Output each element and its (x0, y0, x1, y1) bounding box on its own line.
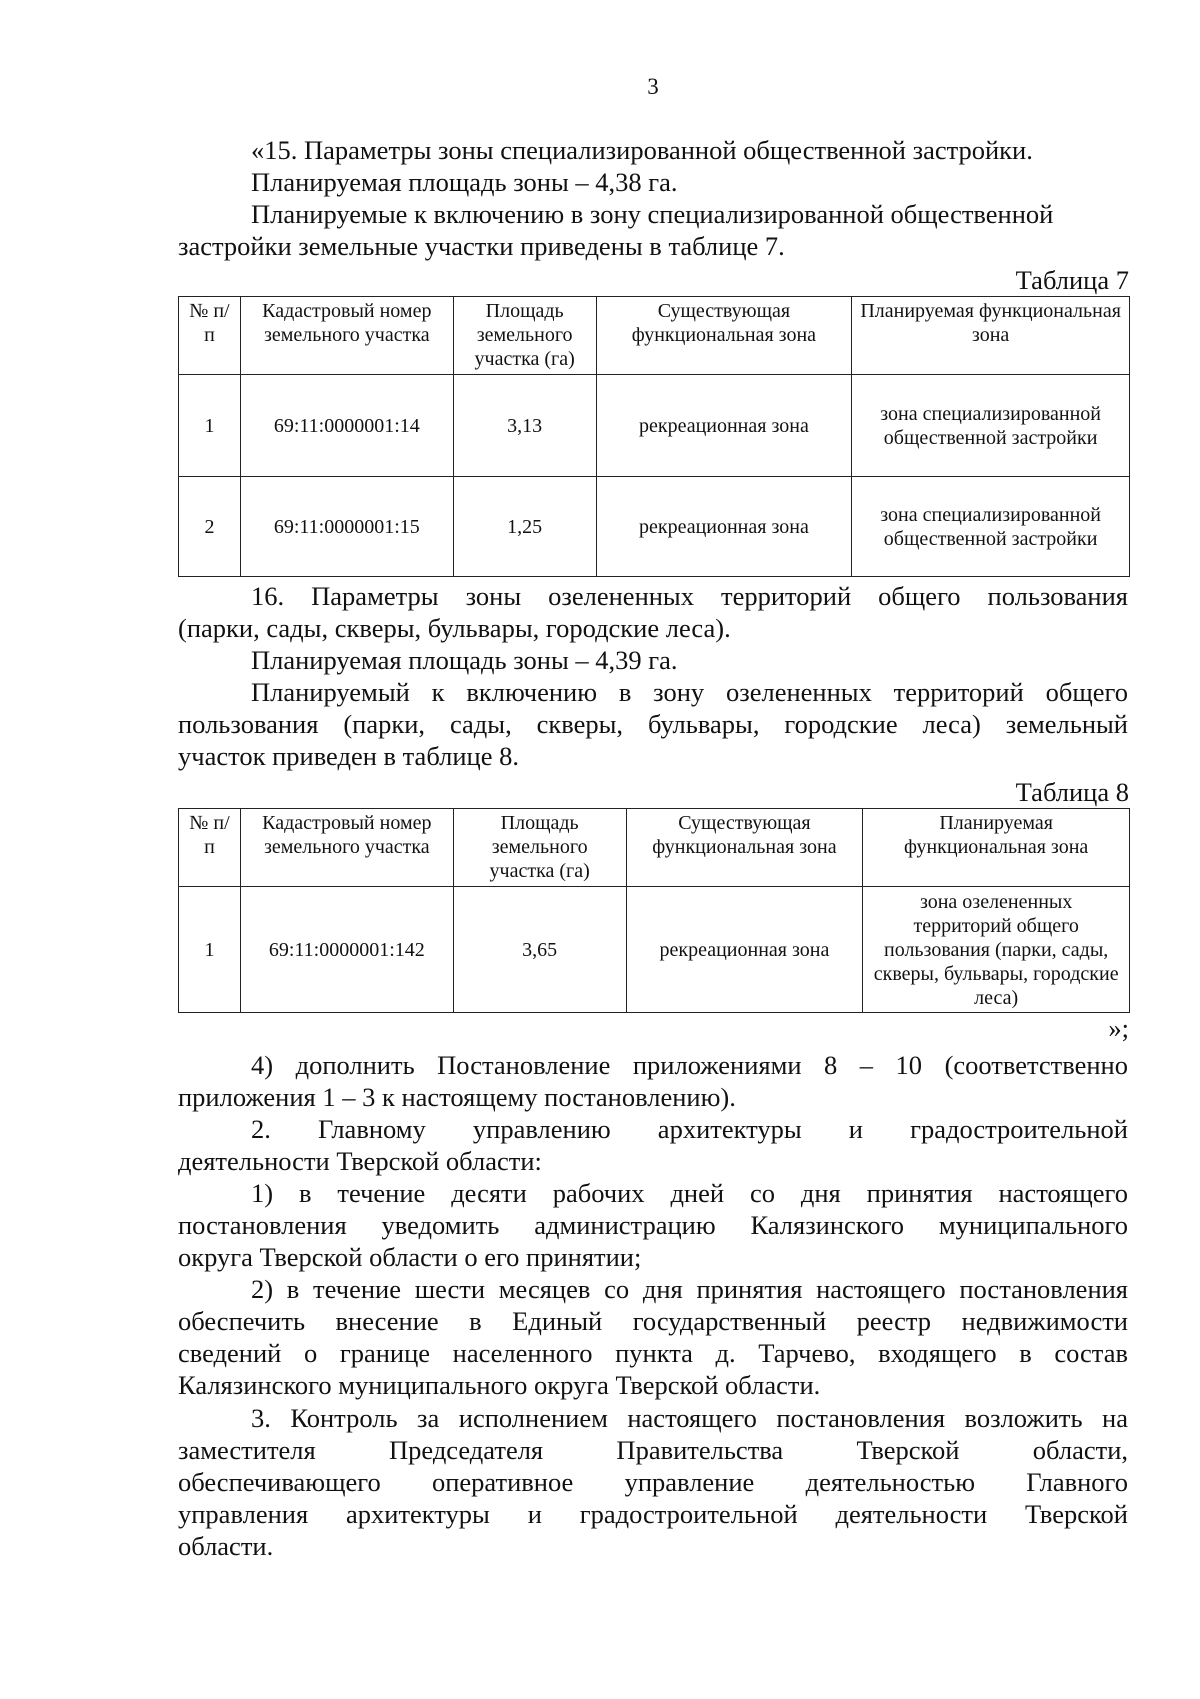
section-16-intro-1: Планируемый к включению в зону озелененных территорий общего (251, 677, 1128, 707)
section-15-intro-2: застройки земельные участки приведены в таблице 7. (178, 231, 785, 261)
item-4-text (178, 1049, 1128, 1113)
section-16-intro-2: пользования (парки, сады, скверы, бульвары, городские леса) земельный (178, 709, 1128, 739)
item-2-line-2: деятельности Тверской области: (178, 1146, 542, 1176)
item-2-sub1-line-3: округа Тверской области о его принятии; (178, 1242, 642, 1272)
item-3-line-4: управления архитектуры и градостроительной деятельности Тверской (178, 1499, 1128, 1529)
header-cadastral: Кадастровый номер земельного участка (240, 297, 453, 375)
item-2-line-1: 2. Главному управлению архитектуры и градостроительной (251, 1114, 1128, 1144)
cell-number: 1 (179, 887, 241, 1013)
cell-existing-zone: рекреационная зона (596, 375, 852, 477)
item-2-text (178, 1113, 1128, 1401)
header-existing-zone: Существующая функциональная зона (626, 809, 863, 887)
section-15-intro-1: Планируемые к включению в зону специализированной общественной (251, 199, 1054, 229)
item-2-sub1-line-2: постановления уведомить администрацию Калязинского муниципального (178, 1210, 1128, 1240)
item-4-line-2: приложения 1 – 3 к настоящему постановлению). (178, 1082, 736, 1112)
item-3-line-1: 3. Контроль за исполнением настоящего постановления возложить на (251, 1403, 1128, 1433)
table-8-caption: Таблица 8 (1015, 777, 1129, 807)
closing-quote: »; (1108, 1013, 1129, 1043)
cell-cadastral: 69:11:0000001:142 (240, 887, 453, 1013)
section-16-title-1: 16. Параметры зоны озелененных территорий общего пользования (251, 581, 1128, 611)
item-2-sub2-line-4: Калязинского муниципального округа Тверской области. (178, 1370, 821, 1400)
cell-existing-zone: рекреационная зона (596, 477, 852, 577)
cell-number: 2 (179, 477, 241, 577)
item-3-line-3: обеспечивающего оперативное управление деятельностью Главного (178, 1467, 1128, 1497)
cell-cadastral: 69:11:0000001:15 (240, 477, 453, 577)
table-8 (178, 808, 1130, 1013)
section-15-area: Планируемая площадь зоны – 4,38 га. (251, 167, 678, 197)
cell-planned-zone: зона специализированной общественной застройки (852, 477, 1130, 577)
table-7 (178, 296, 1130, 577)
table-header-row (179, 809, 1130, 887)
section-16-title-2: (парки, сады, скверы, бульвары, городские леса). (178, 613, 731, 643)
cell-area: 1,25 (453, 477, 596, 577)
header-number: № п/п (179, 809, 241, 887)
item-3-line-2: заместителя Председателя Правительства Тверской области, (178, 1435, 1128, 1465)
header-cadastral: Кадастровый номер земельного участка (240, 809, 453, 887)
section-16-text (178, 580, 1128, 772)
header-area: Площадь земельного участка (га) (453, 297, 596, 375)
item-2-sub2-line-2: обеспечить внесение в Единый государственный реестр недвижимости (178, 1306, 1128, 1336)
cell-area: 3,13 (453, 375, 596, 477)
cell-area: 3,65 (453, 887, 626, 1013)
header-existing-zone: Существующая функциональная зона (596, 297, 852, 375)
cell-cadastral: 69:11:0000001:14 (240, 375, 453, 477)
header-planned-zone: Планируемая функциональная зона (852, 297, 1130, 375)
header-planned-zone: Планируемая функциональная зона (863, 809, 1130, 887)
item-4-line-1: 4) дополнить Постановление приложениями 8 – 10 (соответственно (251, 1050, 1128, 1080)
section-15-text (178, 134, 1128, 262)
item-2-sub2-line-3: сведений о границе населенного пункта д. Тарчево, входящего в состав (178, 1338, 1128, 1368)
item-2-sub1-line-1: 1) в течение десяти рабочих дней со дня принятия настоящего (251, 1178, 1128, 1208)
table-row (179, 477, 1130, 577)
cell-existing-zone: рекреационная зона (626, 887, 863, 1013)
cell-planned-zone: зона специализированной общественной застройки (852, 375, 1130, 477)
section-16-intro-3: участок приведен в таблице 8. (178, 741, 519, 771)
table-header-row (179, 297, 1130, 375)
item-2-sub2-line-1: 2) в течение шести месяцев со дня принятия настоящего постановления (251, 1274, 1128, 1304)
table-row (179, 375, 1130, 477)
cell-number: 1 (179, 375, 241, 477)
table-7-caption: Таблица 7 (1015, 265, 1129, 295)
item-3-line-5: области. (178, 1531, 274, 1561)
item-3-text (178, 1402, 1128, 1562)
cell-planned-zone: зона озелененных территорий общего пользования (парки, сады, скверы, бульвары, городские леса) (863, 887, 1130, 1013)
header-number: № п/п (179, 297, 241, 375)
section-15-title: «15. Параметры зоны специализированной общественной застройки. (251, 135, 1033, 165)
header-area: Площадь земельного участка (га) (453, 809, 626, 887)
section-16-area: Планируемая площадь зоны – 4,39 га. (251, 645, 678, 675)
page-number: 3 (647, 74, 659, 99)
table-row (179, 887, 1130, 1013)
